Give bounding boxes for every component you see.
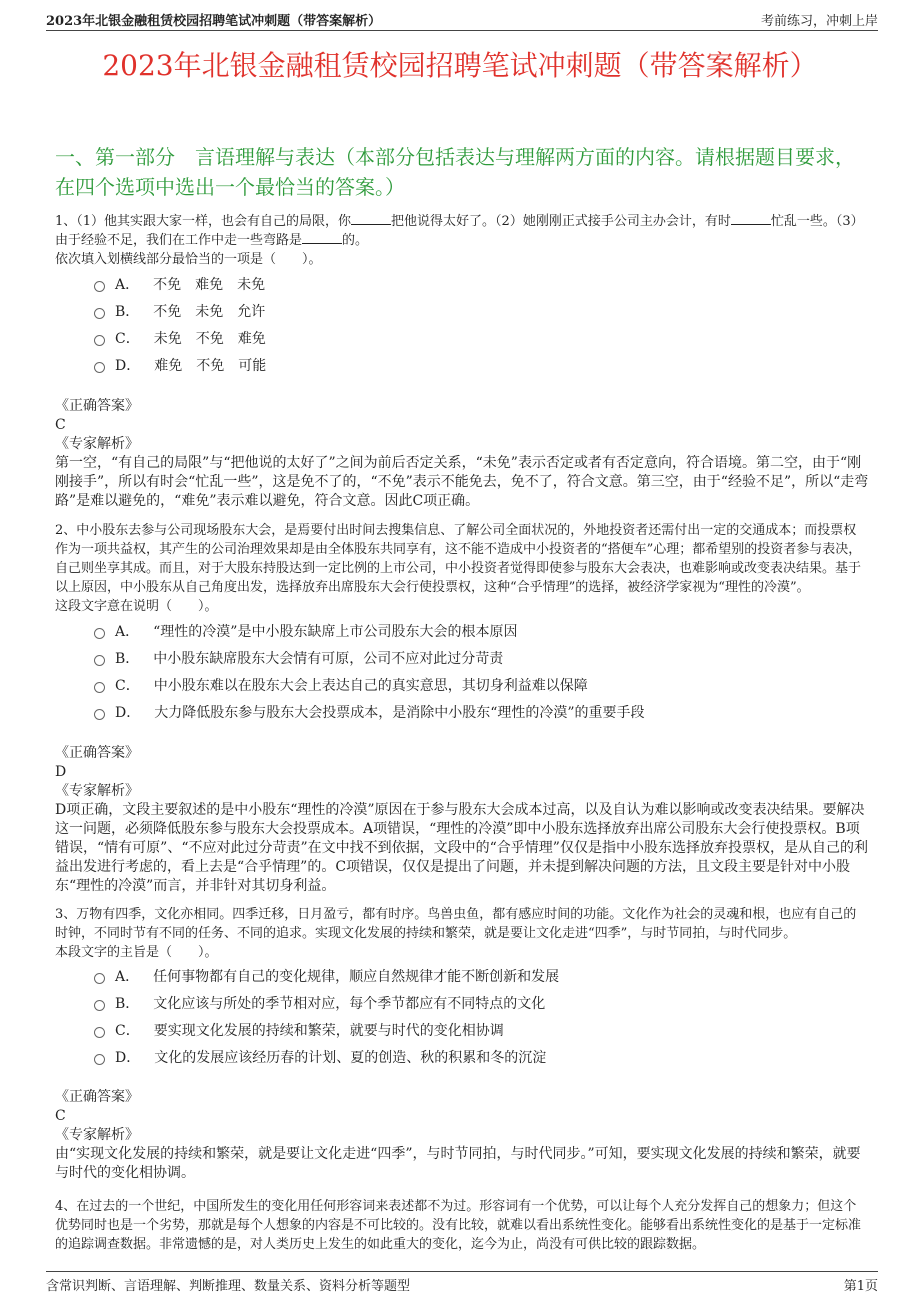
question-1-answer-block: [55, 397, 870, 511]
radio-icon[interactable]: [94, 628, 105, 639]
option-a[interactable]: [94, 962, 559, 989]
option-text: 要实现文化发展的持续和繁荣，就要与时代的变化相协调: [153, 1022, 504, 1039]
option-c[interactable]: [94, 671, 645, 698]
option-b[interactable]: [94, 989, 559, 1016]
answer-value: C: [55, 1108, 66, 1124]
option-letter: D．: [115, 1049, 141, 1066]
option-letter: C．: [115, 330, 140, 347]
option-text: 中小股东难以在股东大会上表达自己的真实意思，其切身利益难以保障: [153, 677, 588, 694]
question-3-answer-block: [55, 1088, 870, 1183]
option-letter: D．: [115, 357, 141, 374]
radio-icon[interactable]: [94, 655, 105, 666]
question-3-stem: [55, 905, 868, 962]
page-header: [46, 8, 878, 31]
option-letter: C．: [115, 1022, 140, 1039]
question-2-text: 2、中小股东去参与公司现场股东大会，是焉要付出时间去搜集信息、了解公司全面状况的，外地投资者还需付出一定的交通成本；而投票权作为一项共益权，其产生的公司治理效果却是由全体股东共同享有，这不能不造成中小投资者的“搭便车”心理；都希望别的投资者参与表决，自己则坐享其成。而且，对于大股东持股达到一定比例的上市公司，中小投资者觉得即使参与股东大会表决，也难影响或改变表决结果。基于以上原因，中小股东从自己角度出发，选择放弃出席股东大会行使投票权，这种“合乎情理”的选择，被经济学家视为“理性的冷漠”。: [55, 523, 862, 595]
question-2-answer-block: [55, 744, 870, 896]
question-1-stem: [55, 212, 868, 269]
document-title: 2023年北银金融租赁校园招聘笔试冲刺题（带答案解析）: [102, 49, 818, 82]
radio-icon[interactable]: [94, 1000, 105, 1011]
blank-1: [351, 224, 391, 225]
question-2-prompt: 这段文字意在说明（ ）。: [55, 599, 218, 614]
option-b[interactable]: [94, 644, 645, 671]
radio-icon[interactable]: [94, 1054, 105, 1065]
radio-icon[interactable]: [94, 281, 105, 292]
answer-value: D: [55, 764, 67, 780]
analysis-label: 《专家解析》: [55, 436, 139, 452]
analysis-text: 第一空，“有自己的局限”与“把他说的太好了”之间为前后否定关系，“未免”表示否定或者有否定意向，符合语境。第二空，由于“刚刚接手”，所以有时会“忙乱一些”，这是免不了的，“不免”表示不能免去，免不了，符合文意。第三空，由于“经验不足”，所以“走弯路”是难以避免的，“难免”表示难以避免，符合文意。因此C项正确。: [55, 455, 869, 509]
option-d[interactable]: [94, 698, 645, 725]
question-1-options: [94, 270, 266, 378]
page-number: 第1页: [843, 1278, 878, 1294]
option-a[interactable]: [94, 617, 645, 644]
option-d[interactable]: [94, 351, 266, 378]
question-2-stem: [55, 521, 868, 616]
option-text: “理性的冷漠”是中小股东缺席上市公司股东大会的根本原因: [153, 623, 518, 640]
analysis-text: D项正确，文段主要叙述的是中小股东“理性的冷漠”原因在于参与股东大会成本过高，以及自认为难以影响或改变表决结果。要解决这一问题，必须降低股东参与股东大会投票成本。A项错误，“理性的冷漠”即中小股东选择放弃出席公司股东大会行使投票权。B项错误，“情有可原”、“不应对此过分苛责”在文中找不到依据，文段中的“合乎情理”仅仅是指中小股东选择放弃投票权，是从自己的利益出发进行考虑的，看上去是“合乎情理”的。C项错误，仅仅是提出了问题，并未提到解决问题的方法，且文段主要是针对中小股东“理性的冷漠”而言，并非针对其切身利益。: [55, 802, 868, 894]
option-text: 不免 难免 未免: [153, 276, 266, 293]
radio-icon[interactable]: [94, 308, 105, 319]
radio-icon[interactable]: [94, 335, 105, 346]
option-text: 文化应该与所处的季节相对应，每个季节都应有不同特点的文化: [153, 995, 546, 1012]
analysis-text: 由“实现文化发展的持续和繁荣，就是要让文化走进“四季”，与时节同拍，与时代同步。”可知，要实现文化发展的持续和繁荣，就要与时代的变化相协调。: [55, 1146, 861, 1181]
header-title: 2023年北银金融租赁校园招聘笔试冲刺题（带答案解析）: [46, 13, 382, 29]
option-letter: B．: [115, 995, 140, 1012]
option-a[interactable]: [94, 270, 266, 297]
question-2-options: [94, 617, 645, 725]
radio-icon[interactable]: [94, 973, 105, 984]
option-text: 大力降低股东参与股东大会投票成本，是消除中小股东“理性的冷漠”的重要手段: [154, 704, 645, 721]
section-heading: 一、第一部分 言语理解与表达（本部分包括表达与理解两方面的内容。请根据题目要求，在四个选项中选出一个最恰当的答案。）: [55, 145, 855, 199]
page-footer: [46, 1271, 878, 1296]
option-d[interactable]: [94, 1043, 559, 1070]
analysis-label: 《专家解析》: [55, 783, 139, 799]
answer-label: 《正确答案》: [55, 745, 139, 761]
analysis-label: 《专家解析》: [55, 1127, 139, 1143]
header-slogan: 考前练习，冲刺上岸: [760, 13, 878, 29]
answer-label: 《正确答案》: [55, 1089, 139, 1105]
answer-label: 《正确答案》: [55, 398, 139, 414]
option-letter: A．: [115, 623, 140, 640]
option-letter: B．: [115, 303, 140, 320]
q1-stem-part: 把他说得太好了。（2）她刚刚正式接手公司主办会计，有时: [391, 214, 731, 229]
option-text: 任何事物都有自己的变化规律，顺应自然规律才能不断创新和发展: [153, 968, 560, 985]
option-letter: A．: [115, 276, 140, 293]
option-letter: B．: [115, 650, 140, 667]
question-1-prompt: 依次填入划横线部分最恰当的一项是（ ）。: [55, 252, 322, 267]
question-4-stem: [55, 1197, 868, 1254]
option-letter: A．: [115, 968, 140, 985]
radio-icon[interactable]: [94, 362, 105, 373]
answer-value: C: [55, 417, 66, 433]
footer-description: 含常识判断、言语理解、判断推理、数量关系、资料分析等题型: [46, 1278, 411, 1294]
option-letter: C．: [115, 677, 140, 694]
option-text: 未免 不免 难免: [153, 330, 266, 347]
radio-icon[interactable]: [94, 1027, 105, 1038]
q1-stem-part: 的。: [342, 233, 369, 248]
option-text: 不免 未免 允许: [153, 303, 266, 320]
option-c[interactable]: [94, 324, 266, 351]
question-3-text: 3、万物有四季，文化亦相同。四季迁移，日月盈亏，都有时序。鸟兽虫鱼，都有感应时间的功能。文化作为社会的灵魂和根，也应有自己的时钟，不同时节有不同的任务、不同的追求。实现文化发展的持续和繁荣，就是要让文化走进“四季”，与时节同拍，与时代同步。: [55, 907, 857, 941]
option-text: 难免 不免 可能: [154, 357, 267, 374]
option-c[interactable]: [94, 1016, 559, 1043]
blank-3: [302, 243, 342, 244]
radio-icon[interactable]: [94, 709, 105, 720]
q1-stem-part: 1、（1）他其实跟大家一样，也会有自己的局限，你: [55, 214, 352, 229]
option-text: 文化的发展应该经历春的计划、夏的创造、秋的积累和冬的沉淀: [154, 1049, 547, 1066]
option-b[interactable]: [94, 297, 266, 324]
radio-icon[interactable]: [94, 682, 105, 693]
question-4-text: 4、在过去的一个世纪，中国所发生的变化用任何形容词来表述都不为过。形容词有一个优势，可以让每个人充分发挥自己的想象力；但这个优势同时也是一个劣势，那就是每个人想象的内容是不可比较的。没有比较，就难以看出系统性变化。能够看出系统性变化的是基于一定标准的追踪调查数据。非常遗憾的是，对人类历史上发生的如此重大的变化，迄今为止，尚没有可供比较的跟踪数据。: [55, 1199, 862, 1252]
question-3-prompt: 本段文字的主旨是（ ）。: [55, 945, 218, 960]
option-text: 中小股东缺席股东大会情有可原，公司不应对此过分苛责: [153, 650, 504, 667]
question-3-options: [94, 962, 559, 1070]
option-letter: D．: [115, 704, 141, 721]
blank-2: [731, 224, 771, 225]
q1-stem-part: 忙乱一些。（3）由于经验不足，我们在工作中走一些弯路是: [55, 214, 864, 248]
